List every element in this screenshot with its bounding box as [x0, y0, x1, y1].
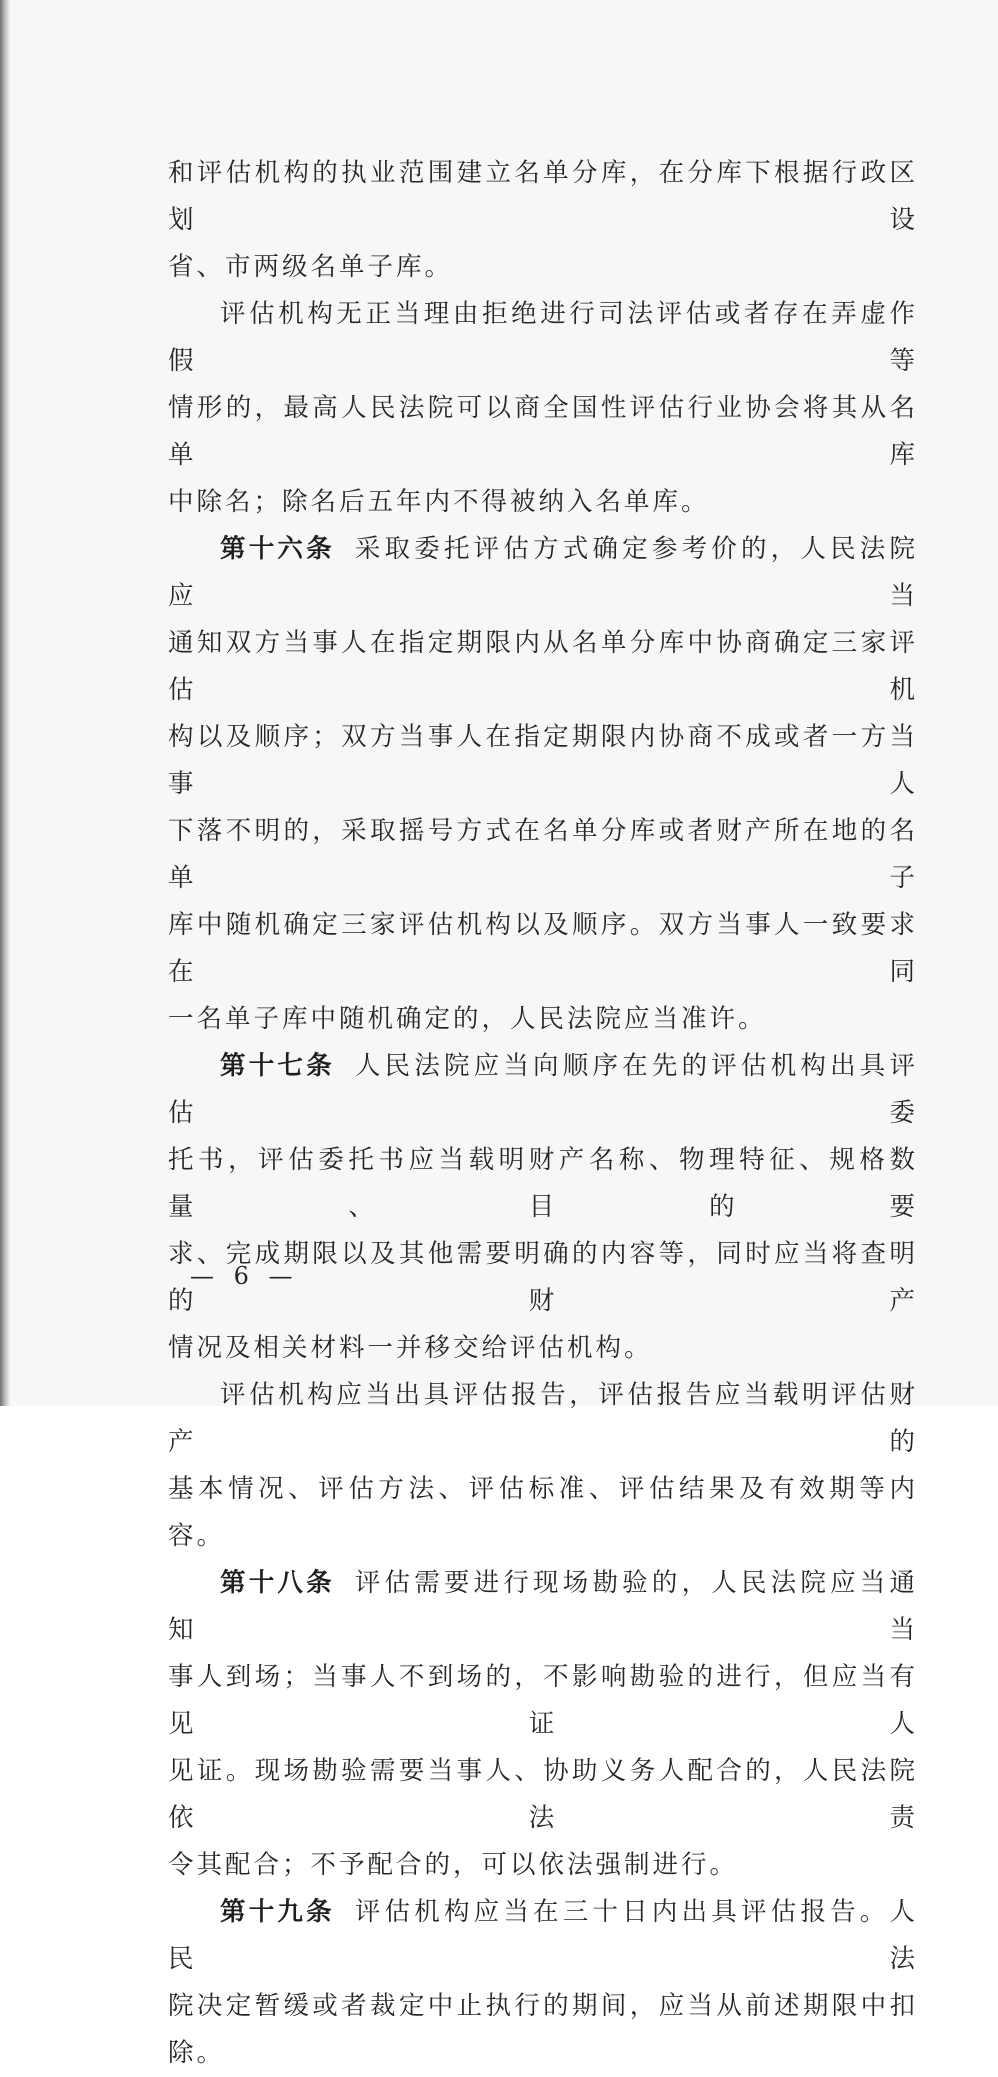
document-body: [168, 150, 918, 2077]
paragraph-line: 情况及相关材料一并移交给评估机构。: [168, 1333, 653, 1363]
article-17-first-line: [168, 1043, 918, 1137]
paragraph-line: 构以及顺序；双方当事人在指定期限内协商不成或者一方当事人: [168, 722, 918, 799]
paragraph-line: 评估机构应当出具评估报告，评估报告应当载明评估财产的: [168, 1380, 918, 1457]
paragraph-text: 人民法院应当向顺序在先的评估机构出具评估委: [168, 1051, 918, 1128]
paragraph-line: 情形的，最高人民法院可以商全国性评估行业协会将其从名单库: [168, 393, 918, 470]
paragraph-line: 见证。现场勘验需要当事人、协助义务人配合的，人民法院依法责: [168, 1756, 918, 1833]
paragraph-line: 通知双方当事人在指定期限内从名单分库中协商确定三家评估机: [168, 628, 918, 705]
paragraph-line: 事人到场；当事人不到场的，不影响勘验的进行，但应当有见证人: [168, 1662, 918, 1739]
paragraph-line: 院决定暂缓或者裁定中止执行的期间，应当从前述期限中扣除。: [168, 1991, 918, 2068]
paragraph-line: 基本情况、评估方法、评估标准、评估结果及有效期等内容。: [168, 1474, 918, 1551]
paragraph-line: 和评估机构的执业范围建立名单分库，在分库下根据行政区划设: [168, 158, 918, 235]
article-18-heading: 第十八条: [220, 1568, 335, 1598]
paragraph-text: 采取委托评估方式确定参考价的，人民法院应当: [168, 534, 918, 611]
page-number: — 6 —: [190, 1262, 299, 1290]
article-19-heading: 第十九条: [220, 1897, 335, 1927]
paragraph-line: 令其配合；不予配合的，可以依法强制进行。: [168, 1850, 739, 1880]
scan-edge-shadow: [0, 0, 10, 1406]
article-16-first-line: [168, 526, 918, 620]
paragraph-line: 库中随机确定三家评估机构以及顺序。双方当事人一致要求在同: [168, 910, 918, 987]
paragraph-line: 评估机构无正当理由拒绝进行司法评估或者存在弄虚作假等: [168, 299, 918, 376]
paragraph-text: 评估机构应当在三十日内出具评估报告。人民法: [168, 1897, 918, 1974]
article-19-first-line: [168, 1889, 918, 1983]
article-16-heading: 第十六条: [220, 534, 335, 564]
paragraph-line: 省、市两级名单子库。: [168, 252, 454, 282]
paragraph-line: 下落不明的，采取摇号方式在名单分库或者财产所在地的名单子: [168, 816, 918, 893]
paragraph-line: 中除名；除名后五年内不得被纳入名单库。: [168, 487, 710, 517]
article-18-first-line: [168, 1560, 918, 1654]
article-17-heading: 第十七条: [220, 1051, 335, 1081]
paragraph-line: 求、完成期限以及其他需要明确的内容等，同时应当将查明的财产: [168, 1239, 918, 1316]
paragraph-line: 托书，评估委托书应当载明财产名称、物理特征、规格数量、目的要: [168, 1145, 918, 1222]
paragraph-text: 评估需要进行现场勘验的，人民法院应当通知当: [168, 1568, 918, 1645]
paragraph-line: 一名单子库中随机确定的，人民法院应当准许。: [168, 1004, 767, 1034]
